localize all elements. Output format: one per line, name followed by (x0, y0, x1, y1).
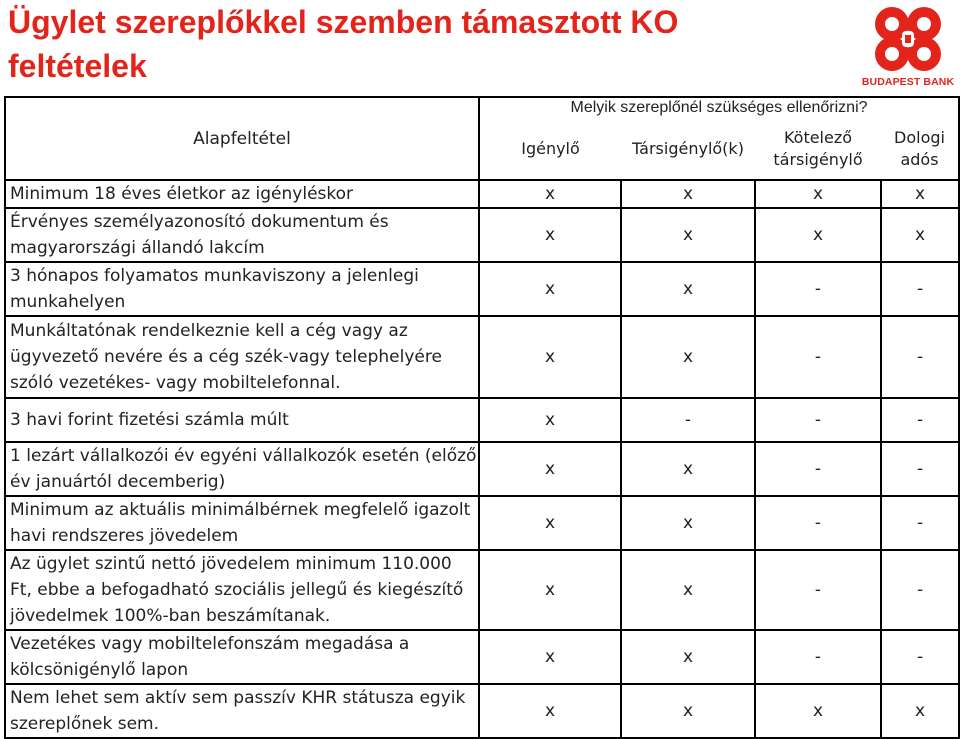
condition-cell: Érvényes személyazonosító dokumentum és magyarországi állandó lakcím (5, 208, 479, 262)
value-cell: x (479, 316, 621, 398)
value-cell: x (479, 180, 621, 208)
value-cell: x (755, 684, 881, 738)
value-cell: - (755, 398, 881, 442)
value-cell: x (479, 684, 621, 738)
table-row (5, 208, 959, 262)
value-cell: - (881, 630, 959, 684)
value-cell: x (621, 180, 755, 208)
condition-cell: Nem lehet sem aktív sem passzív KHR státusza egyik szereplőnek sem. (5, 684, 479, 738)
value-cell: - (755, 496, 881, 550)
value-cell: x (621, 496, 755, 550)
value-cell: x (755, 180, 881, 208)
table-row (5, 496, 959, 550)
condition-cell: 1 lezárt vállalkozói év egyéni vállalkozók esetén (előző év januártól decemberig) (5, 442, 479, 496)
condition-cell: Munkáltatónak rendelkeznie kell a cég vagy az ügyvezető nevére és a cég szék-vagy telephelyére szóló vezetékes- vagy mobiltelefonnal. (5, 316, 479, 398)
table-row (5, 180, 959, 208)
value-cell: - (755, 442, 881, 496)
bank-logo (858, 4, 958, 90)
value-cell: x (621, 630, 755, 684)
budapest-bank-logo-icon (858, 4, 958, 76)
table-row (5, 262, 959, 316)
value-cell: x (479, 630, 621, 684)
value-cell: - (881, 398, 959, 442)
value-cell: - (755, 630, 881, 684)
table-row (5, 630, 959, 684)
condition-cell: Vezetékes vagy mobiltelefonszám megadása a kölcsönigénylő lapon (5, 630, 479, 684)
table-row (5, 316, 959, 398)
value-cell: x (479, 496, 621, 550)
condition-cell: Minimum 18 éves életkor az igényléskor (5, 180, 479, 208)
value-cell: - (755, 316, 881, 398)
condition-cell: 3 havi forint fizetési számla múlt (5, 398, 479, 442)
value-cell: x (881, 208, 959, 262)
header-row (5, 97, 959, 118)
page-title: Ügylet szereplőkkel szemben támasztott KO feltételek (8, 4, 679, 84)
value-cell: - (881, 442, 959, 496)
value-cell: x (881, 684, 959, 738)
header-condition: Alapfeltétel (5, 97, 479, 180)
header-group: Melyik szereplőnél szükséges ellenőrizni? (479, 97, 959, 118)
header-col-kotelezo: Kötelező társigénylő (755, 118, 881, 180)
value-cell: x (621, 208, 755, 262)
value-cell: x (479, 208, 621, 262)
value-cell: x (479, 398, 621, 442)
value-cell: x (621, 442, 755, 496)
condition-cell: 3 hónapos folyamatos munkaviszony a jelenlegi munkahelyen (5, 262, 479, 316)
value-cell: x (479, 262, 621, 316)
value-cell: x (479, 550, 621, 630)
value-cell: x (881, 180, 959, 208)
header-col-tarsigenylo: Társigénylő(k) (621, 118, 755, 180)
value-cell: - (621, 398, 755, 442)
value-cell: x (479, 442, 621, 496)
value-cell: x (755, 208, 881, 262)
logo-text: BUDAPEST BANK (861, 76, 955, 88)
table-row (5, 684, 959, 738)
ko-conditions-table (4, 96, 960, 739)
table-row (5, 550, 959, 630)
header-col-dologi: Dologi adós (881, 118, 959, 180)
table-row (5, 398, 959, 442)
value-cell: x (621, 262, 755, 316)
value-cell: - (881, 316, 959, 398)
condition-cell: Minimum az aktuális minimálbérnek megfelelő igazolt havi rendszeres jövedelem (5, 496, 479, 550)
value-cell: x (621, 316, 755, 398)
header-col-igenylo: Igénylő (479, 118, 621, 180)
value-cell: - (881, 262, 959, 316)
value-cell: x (621, 550, 755, 630)
table-row (5, 442, 959, 496)
value-cell: - (755, 262, 881, 316)
condition-cell: Az ügylet szintű nettó jövedelem minimum 110.000 Ft, ebbe a befogadható szociális jellegű és kiegészítő jövedelmek 100%-ban beszámítanak. (5, 550, 479, 630)
value-cell: - (881, 550, 959, 630)
value-cell: - (755, 550, 881, 630)
value-cell: - (881, 496, 959, 550)
value-cell: x (621, 684, 755, 738)
